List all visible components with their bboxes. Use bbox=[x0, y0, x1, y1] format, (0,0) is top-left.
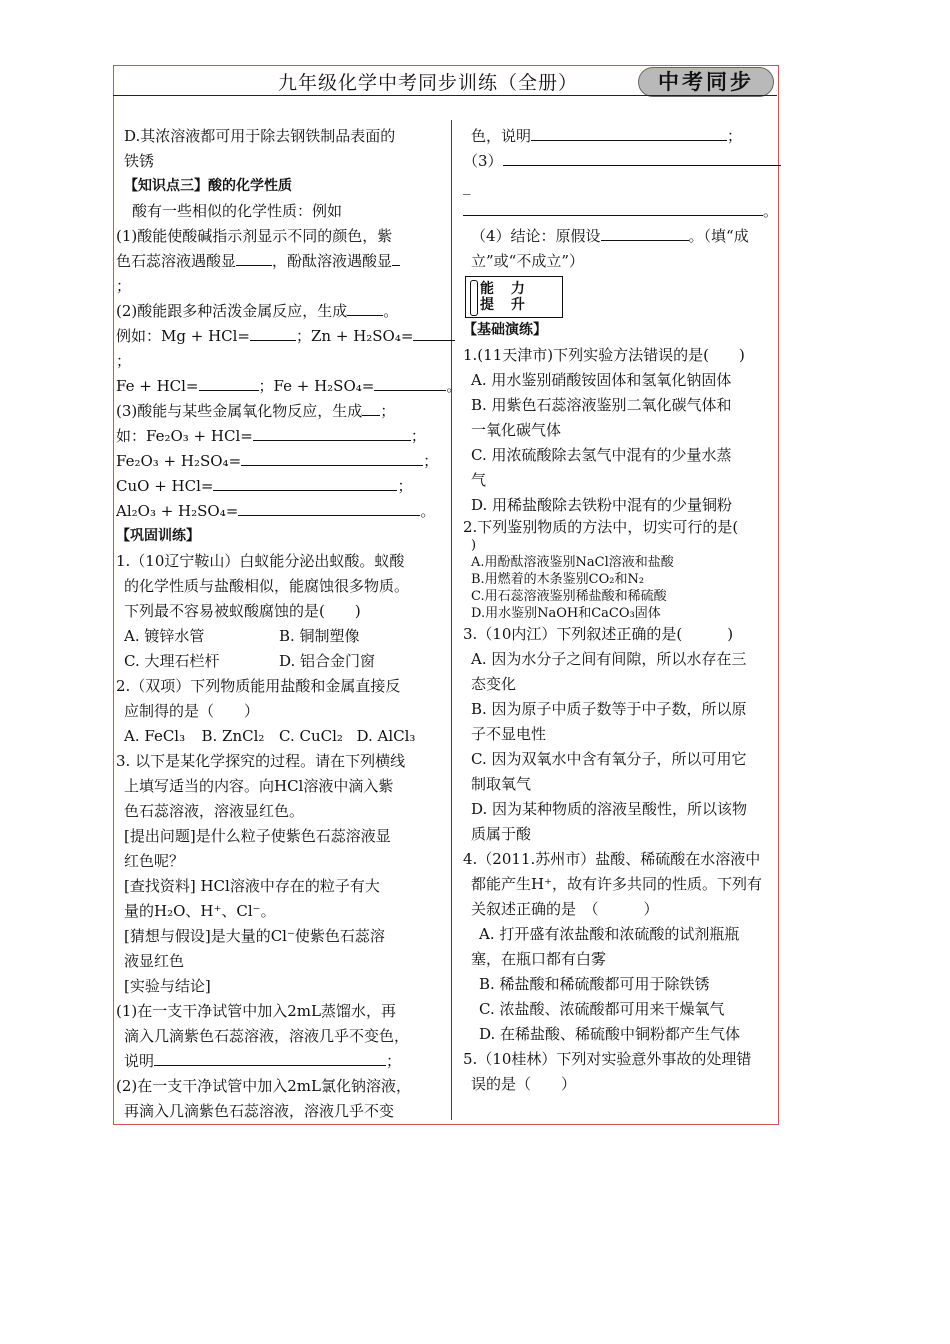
point2-example-semi: ； bbox=[116, 352, 132, 370]
blank-mg-hcl[interactable] bbox=[250, 324, 296, 341]
basic-practice-title: 【基础演练】 bbox=[463, 322, 547, 338]
blank-exp1-explain[interactable] bbox=[154, 1049, 386, 1066]
q1-options-row2 bbox=[116, 649, 434, 674]
q2-option-c[interactable]: C. CuCl₂ bbox=[279, 727, 343, 745]
blank-fe2o3-h2so4[interactable] bbox=[241, 449, 423, 466]
r-q1-option-b[interactable]: B. 用紫色石蕊溶液鉴别二氧化碳气体和 bbox=[471, 396, 732, 414]
r-q3-option-d-cont: 质属于酸 bbox=[471, 825, 532, 843]
q3-experiment-title: [实验与结论] bbox=[124, 977, 211, 995]
q1-option-c[interactable]: C. 大理石栏杆 bbox=[124, 652, 220, 670]
r-q4-option-b[interactable]: B. 稀盐酸和稀硫酸都可用于除铁锈 bbox=[479, 975, 710, 993]
point3-example1: 如：Fe₂O₃ + HCl= ； bbox=[116, 424, 434, 449]
q3-resources: [查找资料] HCl溶液中存在的粒子有大 bbox=[124, 877, 380, 895]
blank-cuo-hcl[interactable] bbox=[213, 474, 397, 491]
point3-example4: Al₂O₃ + H₂SO₄= 。 bbox=[116, 499, 434, 524]
q2-option-d[interactable]: D. AlCl₃ bbox=[356, 727, 416, 745]
q3-line2: 上填写适当的内容。向HCl溶液中滴入紫 bbox=[124, 777, 394, 795]
q3-line3: 色石蕊溶液，溶液显红色。 bbox=[124, 802, 305, 820]
blank-litmus[interactable] bbox=[236, 249, 272, 266]
point2-example1: 例如：Mg + HCl= ；Zn + H₂SO₄= bbox=[116, 324, 434, 349]
consolidate-title: 【巩固训练】 bbox=[116, 528, 200, 544]
q2-option-b[interactable]: B. ZnCl₂ bbox=[201, 727, 265, 745]
blank-fe-hcl[interactable] bbox=[199, 374, 259, 391]
r-q2-close: ) bbox=[471, 538, 477, 553]
r-q1-option-a[interactable]: A. 用水鉴别硝酸铵固体和氢氧化钠固体 bbox=[471, 371, 732, 389]
r-q2-stem: 2.下列鉴别物质的方法中，切实可行的是( bbox=[463, 518, 739, 536]
blank-exp3-cont[interactable] bbox=[463, 199, 763, 216]
blank-al2o3-h2so4[interactable] bbox=[238, 499, 420, 516]
section3-intro: 酸有一些相似的化学性质：例如 bbox=[132, 202, 343, 220]
column-divider bbox=[451, 120, 452, 1120]
section3-title: 【知识点三】酸的化学性质 bbox=[124, 178, 292, 194]
q1-option-a[interactable]: A. 镀锌水管 bbox=[124, 627, 205, 645]
blank-exp3[interactable] bbox=[503, 149, 781, 166]
r-q2-option-d[interactable]: D.用水鉴别NaOH和CaCO₃固体 bbox=[471, 606, 661, 621]
q3-exp1-line2: 滴入几滴紫色石蕊溶液，溶液几乎不变色， bbox=[124, 1027, 410, 1045]
r-q5-line2: 误的是（ ） bbox=[471, 1075, 577, 1093]
r-q1-stem: 1.(11天津市)下列实验方法错误的是( ) bbox=[463, 346, 745, 364]
blank-metal-product[interactable] bbox=[347, 299, 383, 316]
point1-line2: 色石蕊溶液遇酸显 ，酚酞溶液遇酸显 bbox=[116, 249, 434, 274]
scroll-icon bbox=[465, 276, 563, 318]
q3-line1: 3. 以下是某化学探究的过程。请在下列横线 bbox=[116, 752, 406, 770]
blank-oxide-product[interactable] bbox=[362, 399, 380, 416]
r-q3-option-b[interactable]: B. 因为原子中质子数等于中子数，所以原 bbox=[471, 700, 747, 718]
left-column bbox=[116, 124, 462, 1124]
r-q3-option-c[interactable]: C. 因为双氧水中含有氧分子，所以可用它 bbox=[471, 750, 747, 768]
r-q1-option-c-cont: 气 bbox=[471, 471, 487, 489]
blank-fe-h2so4[interactable] bbox=[374, 374, 446, 391]
point3-example2: Fe₂O₃ + H₂SO₄= ； bbox=[116, 449, 434, 474]
r-q4-option-a[interactable]: A. 打开盛有浓盐酸和浓硫酸的试剂瓶瓶 bbox=[479, 925, 740, 943]
point3-example3: CuO + HCl= ； bbox=[116, 474, 434, 499]
right-column bbox=[463, 124, 779, 1097]
q1-option-d[interactable]: D. 铝合金门窗 bbox=[279, 652, 376, 670]
point1-line3: ； bbox=[116, 277, 132, 295]
ability-scroll-banner bbox=[463, 274, 775, 318]
q3-resources-cont: 量的H₂O、H⁺、Cl⁻。 bbox=[124, 902, 276, 920]
r-q3-option-c-cont: 制取氧气 bbox=[471, 775, 532, 793]
exp3-line: （3） bbox=[463, 149, 775, 174]
r-q4-line1: 4.（2011.苏州市）盐酸、稀硫酸在水溶液中 bbox=[463, 850, 761, 868]
q1-option-b[interactable]: B. 铜制塑像 bbox=[279, 627, 360, 645]
point2-line1: (2)酸能跟多种活泼金属反应，生成 。 bbox=[116, 299, 434, 324]
header-badge: 中考同步 bbox=[638, 67, 774, 97]
option-d-cont: 铁锈 bbox=[124, 152, 155, 170]
q3-hypothesis-cont: 液显红色 bbox=[124, 952, 185, 970]
q3-exp1-line3: 说明 ； bbox=[116, 1049, 434, 1074]
q3-hypothesis: [猜想与假设]是大量的Cl⁻使紫色石蕊溶 bbox=[124, 927, 385, 945]
r-q3-stem: 3.（10内江）下列叙述正确的是( ) bbox=[463, 625, 734, 643]
r-q1-option-d[interactable]: D. 用稀盐酸除去铁粉中混有的少量铜粉 bbox=[471, 496, 733, 514]
r-q1-option-b-cont: 一氧化碳气体 bbox=[471, 421, 562, 439]
ability-label: 能 力 提 升 bbox=[480, 281, 531, 313]
r-q4-option-c[interactable]: C. 浓盐酸、浓硫酸都可用来干燥氧气 bbox=[479, 1000, 725, 1018]
r-q5-line1: 5.（10桂林）下列对实验意外事故的处理错 bbox=[463, 1050, 752, 1068]
q1-line2: 的化学性质与盐酸相似，能腐蚀很多物质。 bbox=[124, 577, 410, 595]
q3-exp2-line2: 再滴入几滴紫色石蕊溶液，溶液几乎不变 bbox=[124, 1102, 395, 1120]
blank-phenolphthalein[interactable] bbox=[392, 249, 400, 266]
conclusion-line2: 立”或“不成立”） bbox=[471, 252, 585, 270]
r-q4-option-a-cont: 塞，在瓶口都有白雾 bbox=[471, 950, 607, 968]
r-q1-option-c[interactable]: C. 用浓硫酸除去氢气中混有的少量水蒸 bbox=[471, 446, 732, 464]
q1-line3: 下列最不容易被蚁酸腐蚀的是( ) bbox=[124, 602, 361, 620]
point2-example2: Fe + HCl= ；Fe + H₂SO₄= 。 bbox=[116, 374, 434, 399]
r-q2-option-b[interactable]: B.用燃着的木条鉴别CO₂和N₂ bbox=[471, 572, 645, 587]
q1-options-row1 bbox=[116, 624, 434, 649]
point1-line1: (1)酸能使酸碱指示剂显示不同的颜色，紫 bbox=[116, 227, 393, 245]
r-q4-line2: 都能产生H⁺，故有许多共同的性质。下列有 bbox=[471, 875, 763, 893]
r-q3-option-a-cont: 态变化 bbox=[471, 675, 517, 693]
q1-line1: 1.（10辽宁鞍山）白蚁能分泌出蚁酸。蚁酸 bbox=[116, 552, 405, 570]
r-q4-line3: 关叙述正确的是 （ ） bbox=[471, 900, 659, 918]
blank-exp2-explain[interactable] bbox=[531, 124, 727, 141]
r-q2-option-a[interactable]: A.用酚酞溶液鉴别NaCl溶液和盐酸 bbox=[471, 555, 674, 570]
q3-question: [提出问题]是什么粒子使紫色石蕊溶液显 bbox=[124, 827, 391, 845]
r-q3-option-b-cont: 子不显电性 bbox=[471, 725, 547, 743]
blank-conclusion[interactable] bbox=[601, 224, 689, 241]
r-q4-option-d[interactable]: D. 在稀盐酸、稀硫酸中铜粉都产生气体 bbox=[479, 1025, 741, 1043]
exp3-line2: 。 bbox=[463, 199, 775, 224]
conclusion-line: （4）结论：原假设 。（填“成 bbox=[463, 224, 775, 249]
blank-fe2o3-hcl[interactable] bbox=[253, 424, 411, 441]
blank-zn-h2so4[interactable] bbox=[413, 324, 455, 341]
q2-line1: 2.（双项）下列物质能用盐酸和金属直接反 bbox=[116, 677, 401, 695]
exp2-cont: 色，说明 ； bbox=[463, 124, 775, 149]
exp3-dash: _ bbox=[463, 177, 471, 195]
q2-line2: 应制得的是（ ） bbox=[124, 702, 260, 720]
r-q2-option-c[interactable]: C.用石蕊溶液鉴别稀盐酸和稀硫酸 bbox=[471, 589, 667, 604]
r-q3-option-a[interactable]: A. 因为水分子之间有间隙，所以水存在三 bbox=[471, 650, 747, 668]
q3-exp2-line1: (2)在一支干净试管中加入2mL氯化钠溶液， bbox=[116, 1077, 411, 1095]
r-q3-option-d[interactable]: D. 因为某种物质的溶液呈酸性，所以该物 bbox=[471, 800, 748, 818]
page-title: 九年级化学中考同步训练（全册） bbox=[278, 72, 579, 94]
q2-options bbox=[116, 724, 434, 749]
q2-option-a[interactable]: A. FeCl₃ bbox=[124, 727, 186, 745]
header-rule bbox=[113, 95, 777, 96]
q3-question-cont: 红色呢？ bbox=[124, 852, 185, 870]
option-d-text: D.其浓溶液都可用于除去钢铁制品表面的 bbox=[124, 127, 396, 145]
q3-exp1-line1: (1)在一支干净试管中加入2mL蒸馏水，再 bbox=[116, 1002, 396, 1020]
point3-line1: (3)酸能与某些金属氧化物反应，生成 ； bbox=[116, 399, 434, 424]
